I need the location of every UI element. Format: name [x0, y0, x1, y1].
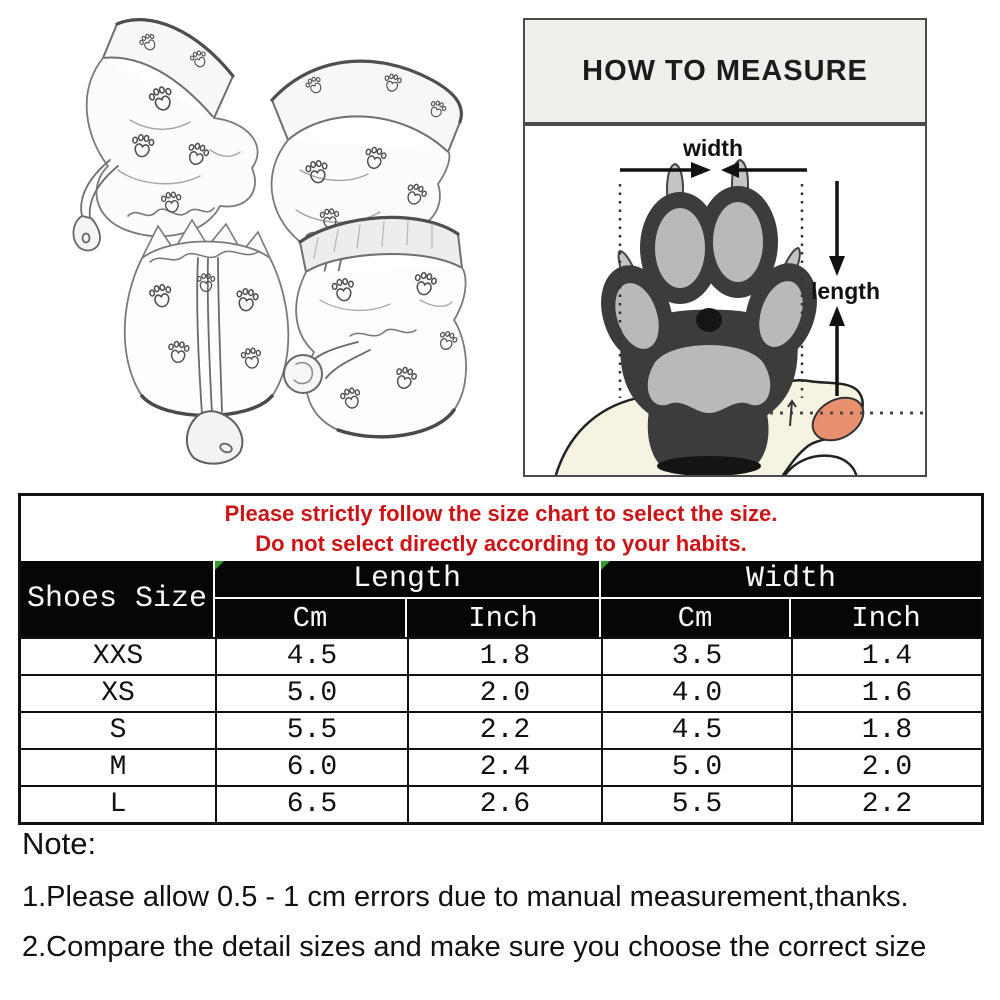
measure-panel-diagram [523, 124, 927, 477]
cell-width-inch: 1.8 [791, 711, 981, 748]
cell-width-inch: 2.0 [791, 748, 981, 785]
size-warning [21, 496, 981, 561]
header-length-inch: Inch [407, 599, 601, 637]
note-item-1: 1.Please allow 0.5 - 1 cm errors due to manual measurement,thanks. [22, 881, 909, 913]
note-item-2: 2.Compare the detail sizes and make sure you choose the correct size [22, 931, 927, 963]
bootie-bottom-right [284, 217, 466, 436]
width-arrows [620, 162, 807, 178]
cell-width-cm: 4.0 [601, 674, 791, 711]
header-length-cm: Cm [215, 599, 407, 637]
table-row [21, 748, 981, 785]
cell-length-cm: 4.5 [215, 637, 407, 674]
cell-length-inch: 2.6 [407, 785, 601, 822]
table-row [21, 785, 981, 822]
header-width-cm: Cm [601, 599, 791, 637]
dog-shoes-sketch-illustration [0, 0, 510, 490]
cell-size: L [21, 785, 215, 822]
cell-size: XXS [21, 637, 215, 674]
cell-length-cm: 6.0 [215, 748, 407, 785]
warning-line-1: Please strictly follow the size chart to select the size. [224, 500, 778, 526]
cell-size: XS [21, 674, 215, 711]
cell-width-inch: 2.2 [791, 785, 981, 822]
notes-title: Note: [22, 826, 97, 861]
cell-length-inch: 2.0 [407, 674, 601, 711]
warning-line-2: Do not select directly according to your habits. [255, 530, 747, 556]
cell-length-inch: 1.8 [407, 637, 601, 674]
paw-center-dot [696, 308, 722, 332]
cell-length-inch: 2.4 [407, 748, 601, 785]
bootie-top-left [73, 20, 257, 251]
notes-section [22, 826, 998, 980]
header-length: Length [215, 561, 601, 599]
length-label: length [811, 278, 880, 304]
cell-width-inch: 1.6 [791, 674, 981, 711]
cell-length-cm: 5.0 [215, 674, 407, 711]
header-width: Width [601, 561, 981, 599]
dog-shoes-sketch [0, 0, 510, 490]
table-header [21, 561, 981, 637]
width-label: width [682, 135, 744, 161]
cell-length-inch: 2.2 [407, 711, 601, 748]
cell-size: S [21, 711, 215, 748]
bootie-bottom-left [125, 220, 289, 464]
cell-width-cm: 5.0 [601, 748, 791, 785]
header-width-inch: Inch [851, 601, 921, 635]
cell-size: M [21, 748, 215, 785]
cell-width-cm: 4.5 [601, 711, 791, 748]
table-row [21, 711, 981, 748]
measure-panel-header [523, 18, 927, 124]
cell-width-cm: 5.5 [601, 785, 791, 822]
cell-length-cm: 6.5 [215, 785, 407, 822]
size-chart-table [18, 493, 984, 825]
table-row [21, 674, 981, 711]
cell-length-cm: 5.5 [215, 711, 407, 748]
header-shoes-size: Shoes Size [21, 561, 215, 637]
measure-panel-title: HOW TO MEASURE [582, 54, 868, 87]
cell-width-cm: 3.5 [601, 637, 791, 674]
table-row [21, 637, 981, 674]
paw-measure-diagram [525, 126, 925, 475]
cell-width-inch: 1.4 [791, 637, 981, 674]
